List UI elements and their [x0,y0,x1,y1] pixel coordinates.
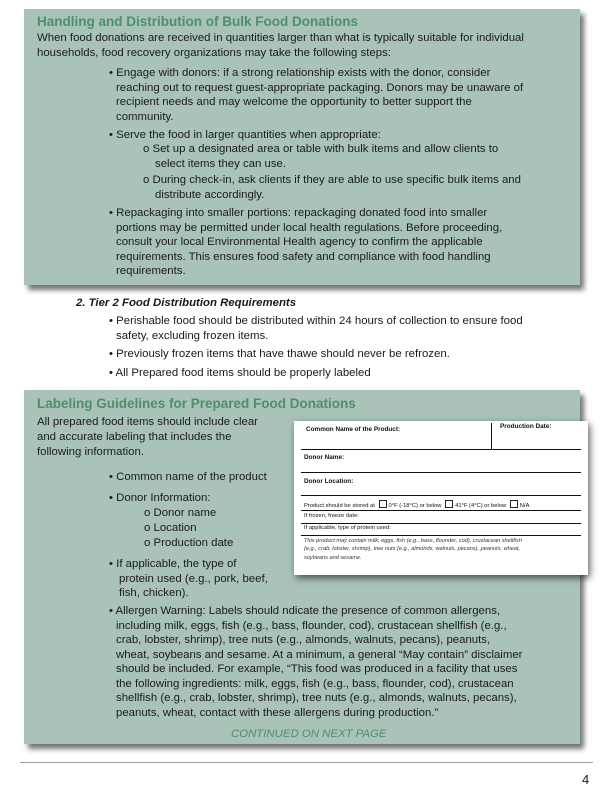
production-date-subitem: o Production date [144,537,234,549]
label-rule [301,510,581,511]
perishable-bullet: • Perishable food should be distributed within 24 hours of collection to ensure food [109,315,523,327]
label-rule [301,495,581,496]
refreeze-bullet: • Previously frozen items that have thawe should never be refrozen. [109,348,450,360]
tier2-heading: 2. Tier 2 Food Distribution Requirements [76,297,297,309]
protein-bullet: • If applicable, the type of [109,558,237,570]
label-storage-option: N/A [519,503,530,509]
labeling-intro-line: following information. [37,446,144,458]
label-rule [301,535,581,536]
bulk-intro-line: households, food recovery organizations may take the following steps: [37,46,391,59]
bulk-intro-line: When food donations are received in quantities larger than what is typically suitable for individual [37,32,524,44]
labeling-intro-line: and accurate labeling that includes the [37,431,232,443]
engage-donors-line: reaching out to request guest-appropriate packaging. Donors may be unaware of [116,81,524,94]
donor-info-bullet: • Donor Information: [109,492,211,504]
label-production-date: Production Date: [500,423,552,430]
allergen-line: shellfish (e.g., crab, lobster, shrimp), tree nuts (e.g., almonds, walnuts, pecans), [116,692,517,704]
checkbox-icon [379,500,387,508]
label-storage-option: 0°F (-18°C) or below [388,503,442,509]
labeling-intro-line: All prepared food items should include clear [37,416,258,428]
check-in-subitem-line: distribute accordingly. [155,188,265,201]
protein-line: protein used (e.g., pork, beef, [119,572,268,585]
allergen-line: the following ingredients: milk, eggs, fish (e.g., bass, flounder, cod), crustacean [116,677,514,690]
allergen-line: including milk, eggs, fish (e.g., bass, flounder, cod), crustacean shellfish (e.g., [116,619,507,632]
label-allergen-line: (e.g., crab, lobster, shrimp), tree nuts (e.g., almonds, walnuts, pecans), peanuts, wheat, [304,546,521,553]
label-rule [301,472,581,473]
allergen-line: crab, lobster, shrimp), tree nuts (e.g., almonds, walnuts, pecans), peanuts, [116,634,491,646]
label-divider [491,423,492,450]
allergen-line: peanuts, wheat, contact with these allergens during production.” [116,706,439,719]
checkbox-icon [445,500,453,508]
label-donor-location: Donor Location: [304,478,354,485]
donor-name-subitem: o Donor name [144,507,217,519]
label-donor-name: Donor Name: [304,454,345,461]
repackaging-line: portions may be permitted under local health regulations. Before proceeding, [116,221,503,234]
footer-rule [20,762,593,763]
checkbox-icon [510,500,518,508]
allergen-bullet: • Allergen Warning: Labels should ndicate the presence of common allergens, [109,605,501,617]
bulk-table-subitem: o Set up a designated area or table with bulk items and allow clients to [143,143,499,155]
label-rule [301,523,581,524]
allergen-line: wheat, soybeans and sesame. At a minimum, a general “May contain” disclaimer [116,648,523,661]
engage-donors-line: community. [116,110,174,123]
repackaging-line: requirements. [116,265,186,278]
repackaging-bullet: • Repackaging into smaller portions: repackaging donated food into smaller [109,207,488,219]
location-subitem: o Location [144,522,197,534]
label-allergen-line: This product may contain milk, eggs, fish (e.g., bass, flounder, cod), crustacean shellfish [304,538,522,544]
protein-line: fish, chicken). [119,587,189,599]
label-rule [301,449,581,450]
check-in-subitem: o During check-in, ask clients if they are able to use specific bulk items and [143,174,521,186]
labeled-bullet: • All Prepared food items should be properly labeled [109,367,371,379]
labeling-title: Labeling Guidelines for Prepared Food Donations [37,396,356,411]
repackaging-line: consult your local Environmental Health agency to confirm the applicable [116,236,483,249]
perishable-line: safety, excluding frozen items. [116,329,269,342]
bulk-table-subitem-line: select items they can use. [155,157,287,170]
label-storage-option: 41°F (4°C) or below [455,503,507,509]
page-number: 4 [582,772,590,787]
label-storage-text: Product should be stored at [304,503,375,509]
common-name-bullet: • Common name of the product [109,471,267,483]
repackaging-line: requirements. This ensures food safety and compliance with food handling [116,250,491,263]
continued-notice: CONTINUED ON NEXT PAGE [231,728,387,740]
allergen-line: should be included. For example, “This food was produced in a facility that uses [116,663,518,675]
label-freeze-date: If frozen, freeze date: [304,513,359,519]
bulk-donations-title: Handling and Distribution of Bulk Food Donations [37,14,358,29]
serve-larger-bullet: • Serve the food in larger quantities when appropriate: [109,129,381,141]
label-protein-type: If applicable, type of protein used: [304,525,391,531]
label-common-name: Common Name of the Product: [306,426,401,433]
label-storage-line [304,500,529,509]
label-allergen-line: soybeans and sesame. [304,554,362,561]
engage-donors-bullet: • Engage with donors: if a strong relationship exists with the donor, consider [109,67,491,79]
sample-food-label [294,421,588,575]
engage-donors-line: recipient needs and may welcome the opportunity to better support the [116,96,472,109]
